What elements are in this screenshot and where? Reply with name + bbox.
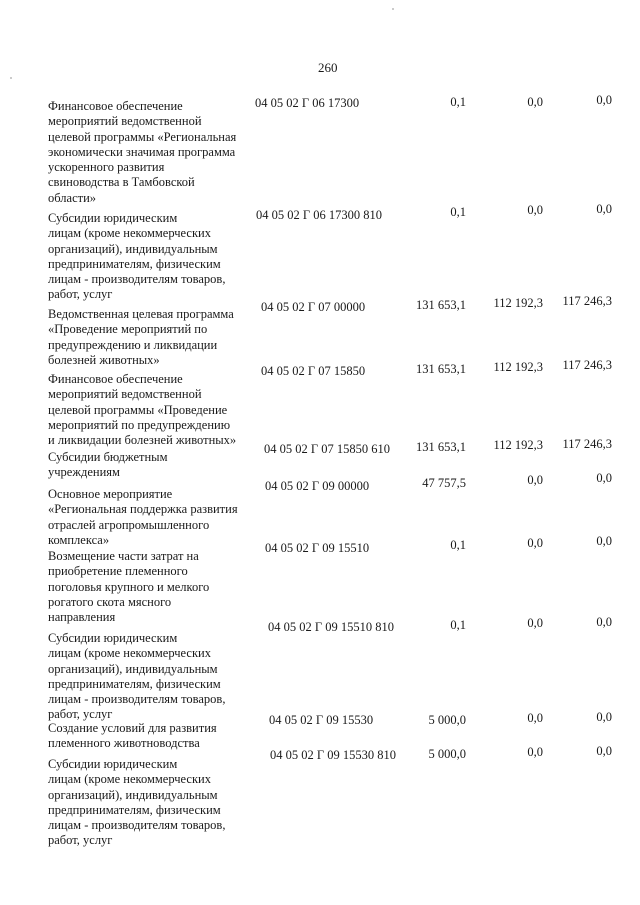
row-value-3: 0,0 [596, 93, 612, 107]
row-value-1: 131 653,1 [416, 362, 466, 376]
row-description: Субсидии бюджетным учреждениям [48, 450, 168, 480]
row-value-2: 0,0 [527, 95, 543, 109]
row-description: Субсидии юридическим лицам (кроме некоммерческих организаций), индивидуальным предпринимателям, физическим лицам - производителям товаров, работ, услуг [48, 757, 226, 848]
row-description: Финансовое обеспечение мероприятий ведомственной целевой программы «Региональная экономически значимая программа ускоренного развития свиноводства в Тамбовской области» [48, 99, 237, 205]
row-value-1: 0,1 [450, 538, 466, 552]
row-value-2: 112 192,3 [493, 438, 543, 452]
row-value-1: 0,1 [450, 205, 466, 219]
row-value-2: 112 192,3 [493, 360, 543, 374]
row-value-1: 47 757,5 [422, 476, 466, 490]
row-value-2: 0,0 [527, 473, 543, 487]
row-value-1: 5 000,0 [428, 713, 466, 727]
row-value-2: 0,0 [527, 203, 543, 217]
row-value-1: 5 000,0 [428, 747, 466, 761]
row-code: 04 05 02 Г 09 15530 810 [270, 748, 396, 762]
row-value-1: 131 653,1 [416, 440, 466, 454]
row-description: Финансовое обеспечение мероприятий ведомственной целевой программы «Проведение мероприятий по предупреждению и ликвидации болезней животных» [48, 372, 237, 448]
row-value-3: 0,0 [596, 615, 612, 629]
page-number: 260 [318, 60, 338, 75]
row-value-3: 0,0 [596, 202, 612, 216]
row-value-2: 0,0 [527, 711, 543, 725]
row-value-3: 117 246,3 [562, 294, 612, 308]
row-value-2: 0,0 [527, 616, 543, 630]
row-value-1: 131 653,1 [416, 298, 466, 312]
row-value-2: 112 192,3 [493, 296, 543, 310]
row-code: 04 05 02 Г 09 00000 [265, 479, 370, 493]
row-description: Субсидии юридическим лицам (кроме некоммерческих организаций), индивидуальным предпринимателям, физическим лицам - производителям товаров, работ, услуг [48, 211, 226, 302]
row-value-1: 0,1 [450, 618, 466, 632]
row-description: Ведомственная целевая программа «Проведение мероприятий по предупреждению и ликвидации болезней животных» [48, 307, 234, 367]
row-value-3: 0,0 [596, 534, 612, 548]
scan-speck [392, 8, 394, 10]
row-description: Возмещение части затрат на приобретение племенного поголовья крупного и мелкого рогатого скота мясного направления [48, 549, 210, 625]
row-value-2: 0,0 [527, 536, 543, 550]
row-value-3: 0,0 [596, 710, 612, 724]
row-value-3: 0,0 [596, 744, 612, 758]
row-value-2: 0,0 [527, 745, 543, 759]
row-code: 04 05 02 Г 06 17300 810 [256, 208, 382, 222]
row-value-3: 0,0 [596, 471, 612, 485]
row-value-3: 117 246,3 [562, 437, 612, 451]
row-code: 04 05 02 Г 09 15510 [265, 541, 370, 555]
row-description: Основное мероприятие «Региональная поддержка развития отраслей агропромышленного комплекса» [48, 487, 238, 547]
row-code: 04 05 02 Г 07 00000 [261, 300, 366, 314]
row-code: 04 05 02 Г 09 15510 810 [268, 620, 394, 634]
row-code: 04 05 02 Г 07 15850 610 [264, 442, 390, 456]
row-description: Создание условий для развития племенного животноводства [48, 721, 217, 751]
row-description: Субсидии юридическим лицам (кроме некоммерческих организаций), индивидуальным предпринимателям, физическим лицам - производителям товаров, работ, услуг [48, 631, 226, 722]
row-code: 04 05 02 Г 07 15850 [261, 364, 366, 378]
scan-speck [10, 77, 12, 79]
row-code: 04 05 02 Г 06 17300 [255, 96, 360, 110]
row-value-3: 117 246,3 [562, 358, 612, 372]
row-value-1: 0,1 [450, 95, 466, 109]
row-code: 04 05 02 Г 09 15530 [269, 713, 374, 727]
